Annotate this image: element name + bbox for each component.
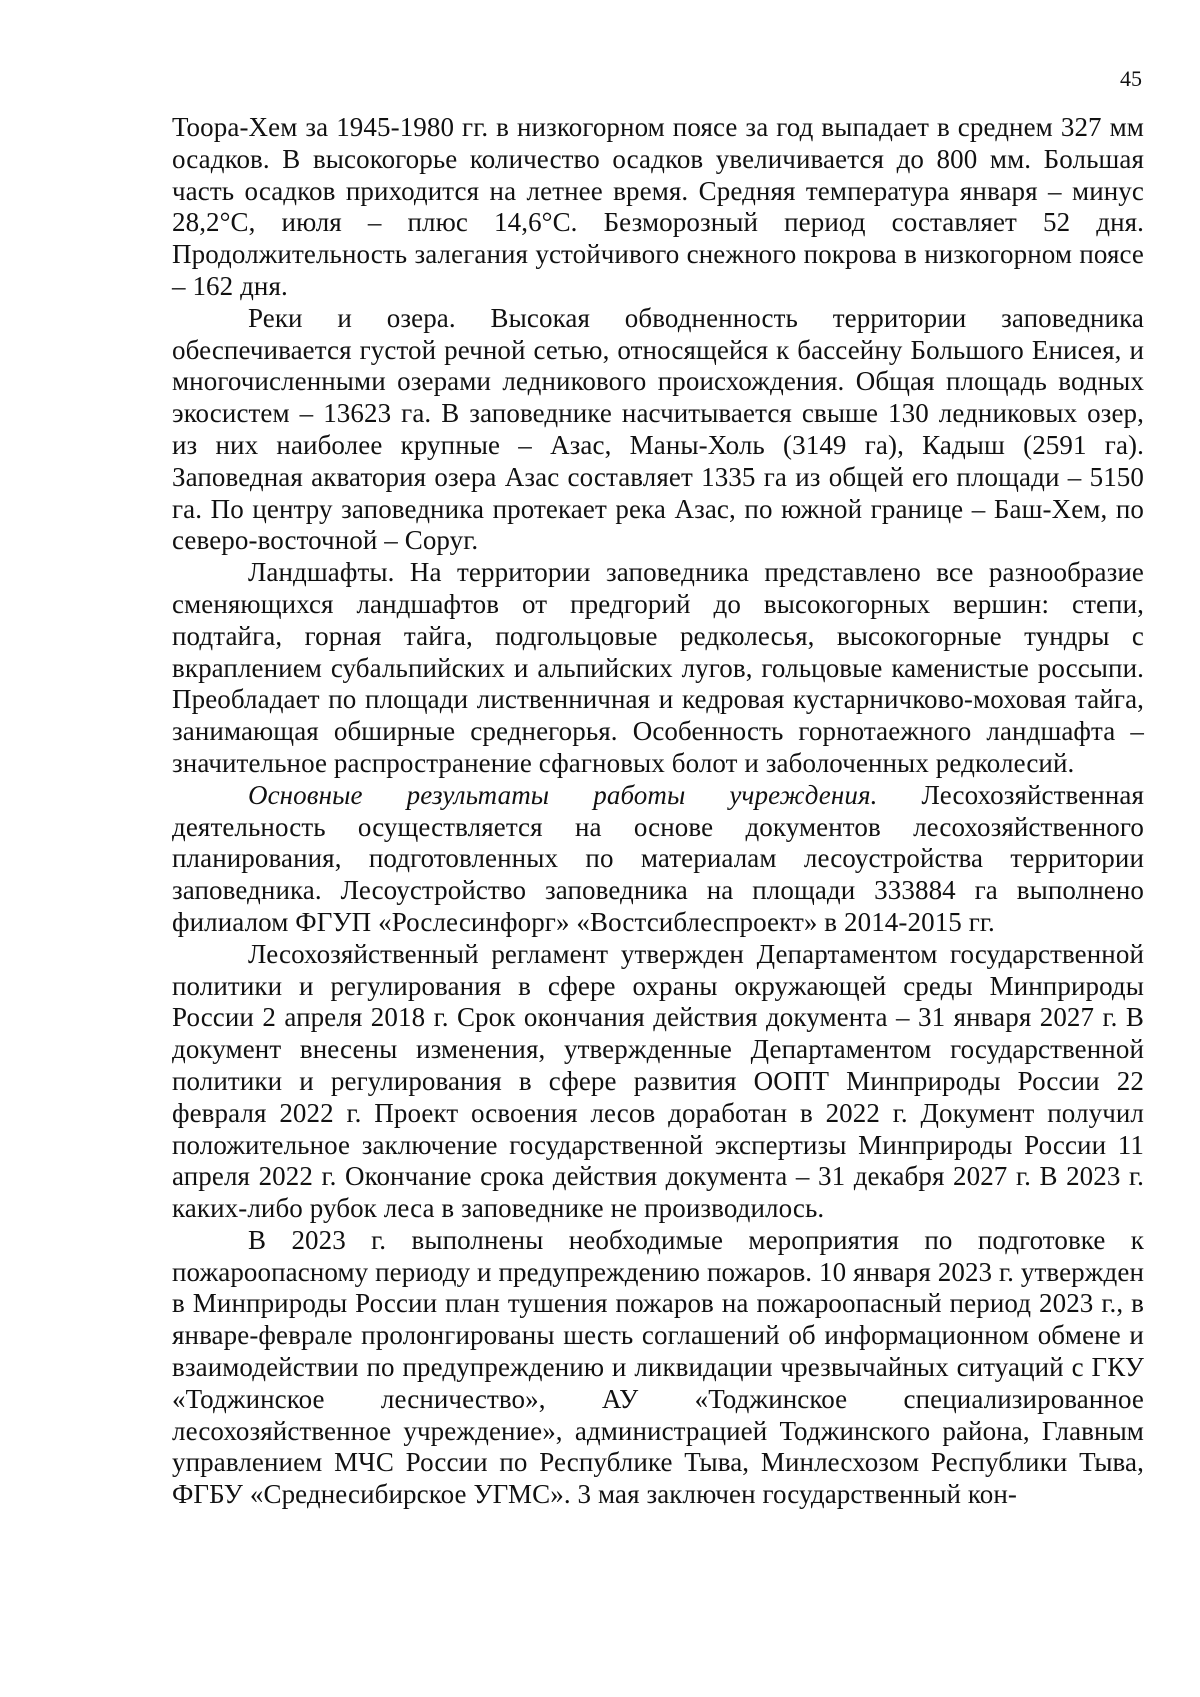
paragraph-rivers-and-lakes xyxy=(172,303,1144,557)
paragraph-text: Тоора-Хем за 1945-1980 гг. в низкогорном поясе за год выпадает в среднем 327 мм осадков. В высокогорье количество осадков увеличивается до 800 мм. Большая часть осадков приходится на летнее время. Средняя температура января – минус 28,2°С, июля – плюс 14,6°С. Безморозный период составляет 52 дня. Продолжительность залегания устойчивого снежного покрова в низкогорном поясе – 162 дня. xyxy=(172,112,1144,301)
paragraph-text: В 2023 г. выполнены необходимые мероприятия по подготовке к пожароопасному периоду и предупреждению пожаров. 10 января 2023 г. утвержден в Минприроды России план тушения пожаров на пожароопасный период 2023 г., в январе-феврале пролонгированы шесть соглашений об информационном обмене и взаимодействии по предупреждению и ликвидации чрезвычайных ситуаций с ГКУ «Тоджинское лесничество», АУ «Тоджинское специализированное лесохозяйственное учреждение», администрацией Тоджинского района, Главным управлением МЧС России по Республике Тыва, Минлесхозом Республики Тыва, ФГБУ «Среднесибирское УГМС». 3 мая заключен государственный кон- xyxy=(172,1224,1144,1510)
paragraph-fire-prevention xyxy=(172,1225,1144,1511)
paragraph-text: Лесохозяйственный регламент утвержден Департаментом государственной политики и регулирования в сфере охраны окружающей среды Минприроды России 2 апреля 2018 г. Срок окончания действия документа – 31 января 2027 г. В документ внесены изменения, утвержденные Департаментом государственной политики и регулирования в сфере развития ООПТ Минприроды России 22 февраля 2022 г. Проект освоения лесов доработан в 2022 г. Документ получил положительное заключение государственной экспертизы Минприроды России 11 апреля 2022 г. Окончание срока действия документа – 31 декабря 2027 г. В 2023 г. каких-либо рубок леса в заповеднике не производилось. xyxy=(172,938,1144,1224)
paragraph-text: Ландшафты. На территории заповедника представлено все разнообразие сменяющихся ландшафтов от предгорий до высокогорных вершин: степи, подтайга, горная тайга, подгольцовые редколесья, высокогорные тундры с вкраплением субальпийских и альпийских лугов, гольцовые каменистые россыпи. Преобладает по площади лиственничная и кедровая кустарничково-моховая тайга, занимающая обширные среднегорья. Особенность горнотаежного ландшафта – значительное распространение сфагновых болот и заболоченных редколесий. xyxy=(172,557,1144,778)
paragraph-forestry-regulation xyxy=(172,939,1144,1225)
page-number: 45 xyxy=(1120,66,1142,91)
paragraph-lead-italic: Основные результаты работы учреждения. xyxy=(248,779,878,810)
paragraph-text: Реки и озера. Высокая обводненность территории заповедника обеспечивается густой речной сетью, относящейся к бассейну Большого Енисея, и многочисленными озерами ледникового происхождения. Общая площадь водных экосистем – 13623 га. В заповеднике насчитывается свыше 130 ледниковых озер, из них наиболее крупные – Азас, Маны-Холь (3149 га), Кадыш (2591 га). Заповедная акватория озера Азас составляет 1335 га из общей его площади – 5150 га. По центру заповедника протекает река Азас, по южной границе – Баш-Хем, по северо-восточной – Соруг. xyxy=(172,302,1144,556)
document-body xyxy=(172,112,1144,1511)
paragraph-landscapes xyxy=(172,557,1144,780)
paragraph-main-results xyxy=(172,780,1144,939)
paragraph-climate xyxy=(172,112,1144,303)
paragraph-text: Лесохозяйственная деятельность осуществляется на основе документов лесохозяйственного планирования, подготовленных по материалам лесоустройства территории заповедника. Лесоустройство заповедника на площади 333884 га выполнено филиалом ФГУП «Рослесинфорг» «Востсиблеспроект» в 2014-2015 гг. xyxy=(172,779,1145,937)
